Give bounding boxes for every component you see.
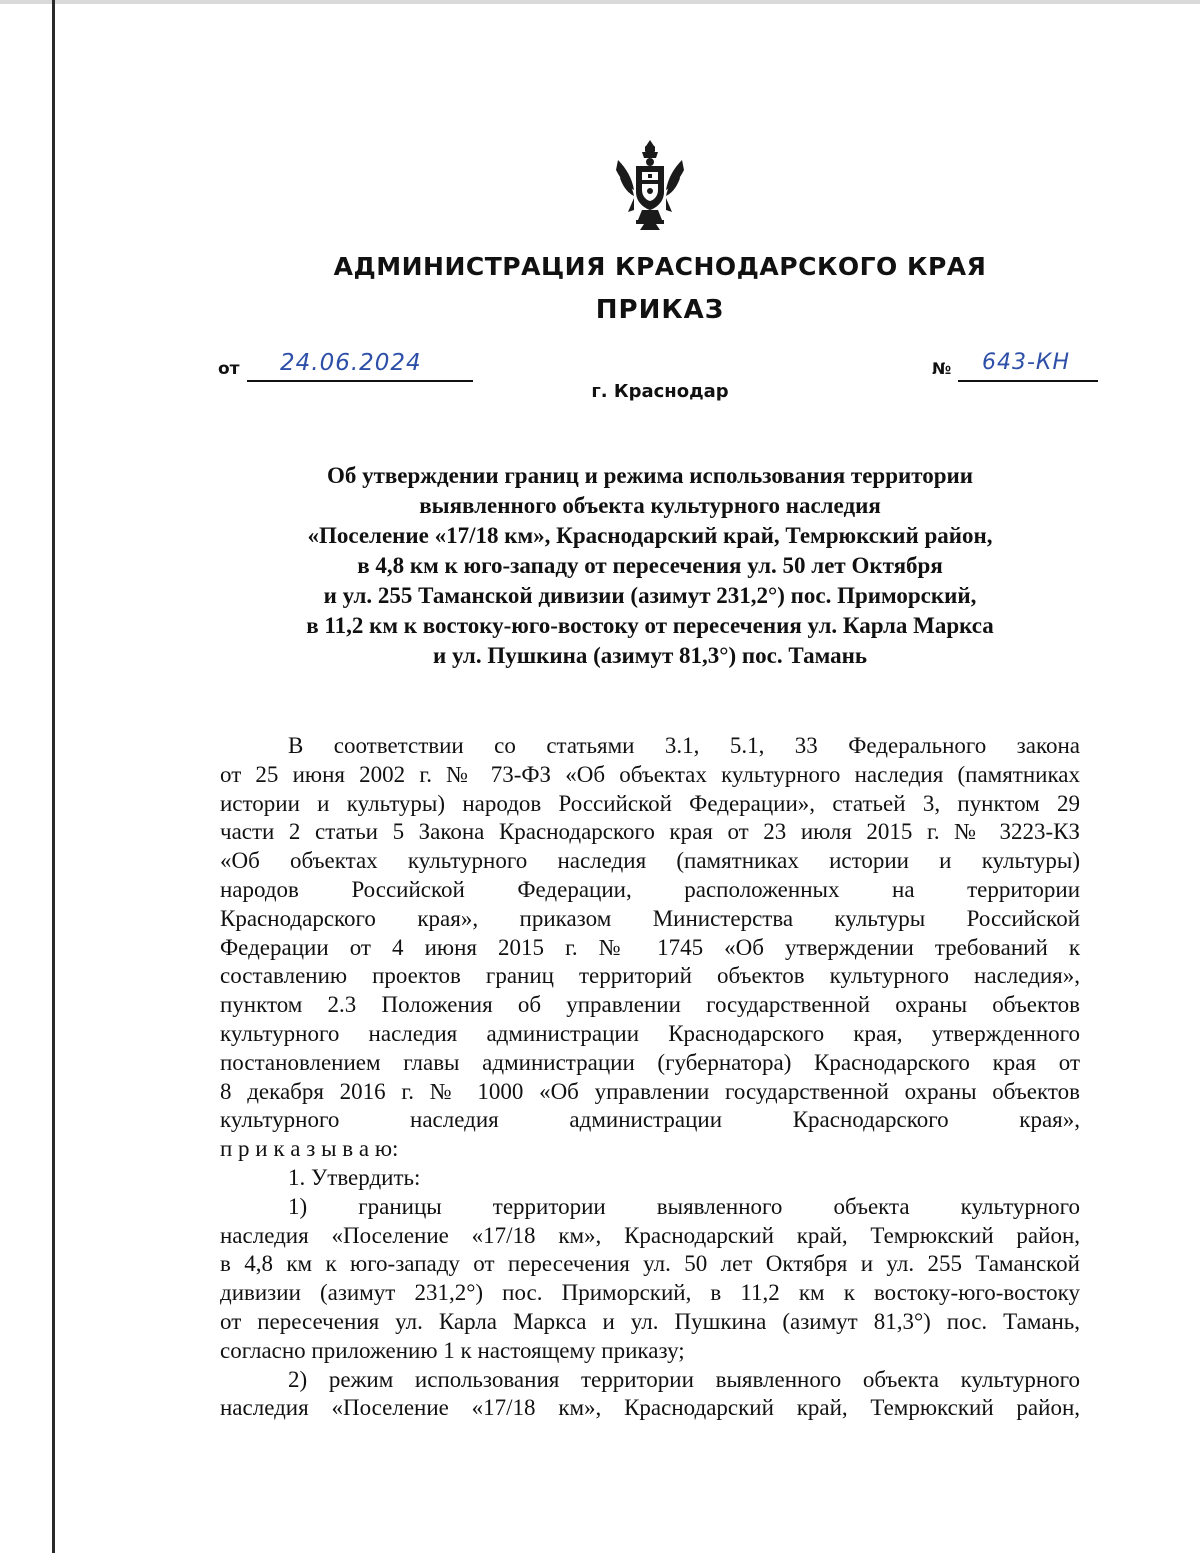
title-line: в 4,8 км к юго-западу от пересечения ул. 50 лет Октября	[357, 553, 943, 578]
number-label: №	[932, 359, 952, 378]
body-line: Федерации от 4 июня 2015 г. № 1745 «Об утверждении требований к	[220, 934, 1080, 960]
body-line: согласно приложению 1 к настоящему приказу;	[220, 1337, 685, 1363]
body-line: наследия «Поселение «17/18 км», Краснодарский край, Темрюкский район,	[220, 1395, 1080, 1421]
title-line: в 11,2 км к востоку-юго-востоку от пересечения ул. Карла Маркса	[306, 613, 994, 638]
document-type: ПРИКАЗ	[595, 295, 725, 325]
scan-left-edge	[52, 0, 55, 1553]
body-line: постановлением главы администрации (губернатора) Краснодарского края от	[220, 1049, 1080, 1075]
coat-of-arms-icon	[612, 138, 688, 230]
body-line: составлению проектов границ территорий объектов культурного наследия»,	[220, 963, 1080, 989]
body-line: истории и культуры) народов Российской Федерации», статьей 3, пунктом 29	[220, 790, 1080, 816]
body-line: п р и к а з ы в а ю:	[220, 1136, 399, 1162]
body-line: 8 декабря 2016 г. № 1000 «Об управлении государственной охраны объектов	[220, 1078, 1080, 1104]
document-body	[220, 732, 1080, 1423]
body-line: культурного наследия администрации Краснодарского края, утвержденного	[220, 1020, 1080, 1046]
body-line: от 25 июня 2002 г. № 73-ФЗ «Об объектах культурного наследия (памятниках	[220, 761, 1080, 787]
body-line: части 2 статьи 5 Закона Краснодарского края от 23 июля 2015 г. № 3223-КЗ	[220, 819, 1080, 845]
body-line: 1. Утвердить:	[288, 1164, 421, 1190]
organization-name: АДМИНИСТРАЦИЯ КРАСНОДАРСКОГО КРАЯ	[333, 252, 987, 281]
body-line: Краснодарского края», приказом Министерства культуры Российской	[220, 905, 1080, 931]
date-handwritten: 24.06.2024	[280, 350, 422, 376]
title-line: и ул. Пушкина (азимут 81,3°) пос. Тамань	[432, 643, 868, 668]
body-line: 1) границы территории выявленного объекта культурного	[288, 1193, 1080, 1219]
body-line: «Об объектах культурного наследия (памятниках истории и культуры)	[220, 848, 1080, 874]
city: г. Краснодар	[591, 381, 729, 402]
body-line: народов Российской Федерации, расположенных на территории	[220, 876, 1080, 902]
scan-top-edge	[0, 0, 1200, 4]
body-line: от пересечения ул. Карла Маркса и ул. Пушкина (азимут 81,3°) пос. Тамань,	[220, 1308, 1080, 1334]
date-label: от	[218, 359, 240, 379]
body-line: В соответствии со статьями 3.1, 5.1, 33 Федерального закона	[288, 733, 1080, 758]
body-line: пунктом 2.3 Положения об управлении государственной охраны объектов	[220, 992, 1080, 1018]
body-line: наследия «Поселение «17/18 км», Краснодарский край, Темрюкский район,	[220, 1222, 1080, 1248]
title-line: Об утверждении границ и режима использования территории	[326, 463, 974, 488]
document-title	[220, 461, 1080, 671]
body-line: 2) режим использования территории выявленного объекта культурного	[288, 1366, 1080, 1392]
number-handwritten: 643-КН	[982, 350, 1071, 375]
title-line: и ул. 255 Таманской дивизии (азимут 231,2°) пос. Приморский,	[323, 583, 977, 608]
body-line: в 4,8 км к юго-западу от пересечения ул. 50 лет Октября и ул. 255 Таманской	[220, 1251, 1080, 1277]
title-line: выявленного объекта культурного наследия	[419, 493, 881, 518]
title-line: «Поселение «17/18 км», Краснодарский край, Темрюкский район,	[307, 523, 993, 548]
body-line: культурного наследия администрации Краснодарского края»,	[220, 1107, 1080, 1133]
body-line: дивизии (азимут 231,2°) пос. Приморский, в 11,2 км к востоку-юго-востоку	[220, 1280, 1080, 1306]
